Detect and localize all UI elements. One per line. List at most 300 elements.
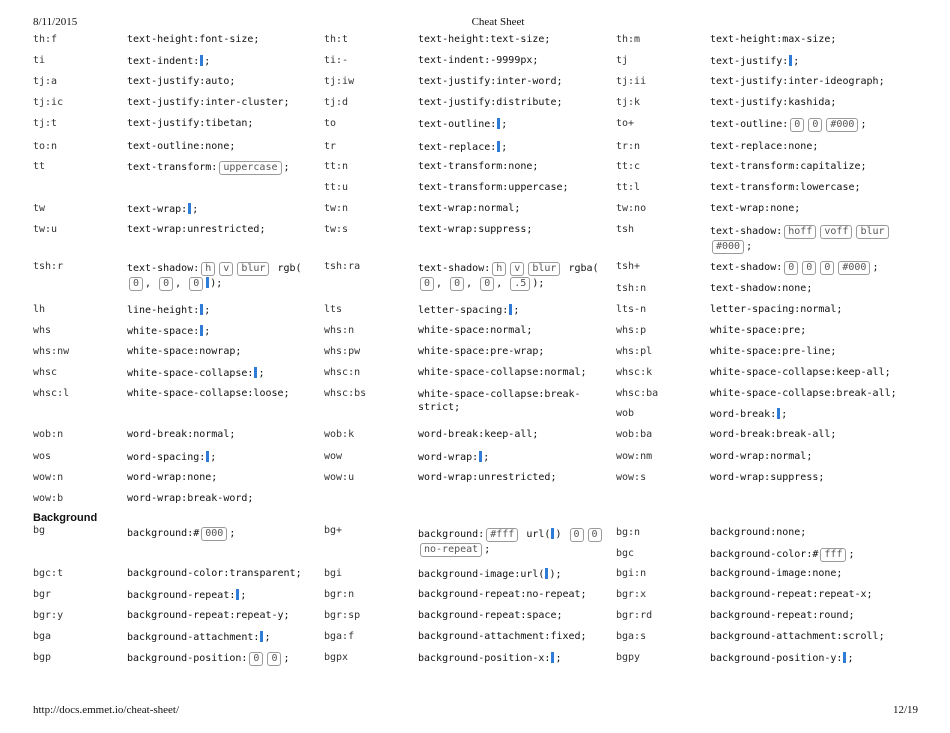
expansion: letter-spacing:normal; <box>710 304 843 315</box>
source-url: http://docs.emmet.io/cheat-sheet/ <box>33 704 180 716</box>
abbreviation: to+ <box>616 118 635 129</box>
expansion <box>710 261 878 275</box>
expansion-text: rgba( <box>568 263 599 274</box>
expansion: background-repeat:repeat-x; <box>710 589 873 600</box>
tabstop-placeholder: blur <box>528 262 560 276</box>
abbreviation: to:n <box>33 141 58 152</box>
abbreviation: to <box>324 118 337 129</box>
expansion-suffix: ; <box>848 549 855 560</box>
abbreviation: wos <box>33 451 52 462</box>
cursor-caret <box>206 451 209 462</box>
expansion-suffix: ; <box>501 119 508 130</box>
abbreviation: bgi:n <box>616 568 647 579</box>
expansion: white-space-collapse:normal; <box>418 367 587 378</box>
expansion-text: background-repeat: <box>127 590 236 601</box>
expansion-suffix: ; <box>204 326 211 337</box>
expansion: text-shadow:none; <box>710 283 813 294</box>
table-row <box>33 548 913 568</box>
expansion-text: white-space: <box>127 326 200 337</box>
expansion-text: word-break: <box>710 409 777 420</box>
expansion-text: background: <box>418 529 485 540</box>
table-row <box>33 493 913 511</box>
abbreviation: tj:ii <box>616 76 647 87</box>
tabstop-placeholder: voff <box>820 225 852 239</box>
abbreviation: bgr:y <box>33 610 64 621</box>
expansion-suffix: ; <box>872 262 879 273</box>
abbreviation: tw <box>33 203 46 214</box>
expansion: word-wrap:suppress; <box>710 472 825 483</box>
expansion-suffix: ; <box>484 544 491 555</box>
expansion: white-space:pre; <box>710 325 807 336</box>
expansion: text-outline:none; <box>127 141 236 152</box>
table-row <box>33 304 913 325</box>
expansion: text-justify:distribute; <box>418 97 563 108</box>
expansion-suffix: ; <box>847 653 854 664</box>
expansion-suffix: ; <box>793 56 800 67</box>
abbreviation: bgpy <box>616 652 641 663</box>
tabstop-placeholder: 0 <box>808 118 822 132</box>
expansion: background-repeat:no-repeat; <box>418 589 587 600</box>
expansion-suffix: ); <box>210 278 223 289</box>
table-row <box>33 388 913 413</box>
table-row <box>33 118 913 141</box>
table-row <box>33 631 913 652</box>
expansion <box>418 451 489 464</box>
abbreviation: bga:f <box>324 631 355 642</box>
table-row <box>33 283 913 304</box>
tabstop-placeholder: #000 <box>712 240 744 254</box>
expansion: background:none; <box>710 527 807 538</box>
expansion <box>710 408 787 421</box>
expansion-text: word-spacing: <box>127 452 206 463</box>
expansion: text-transform:uppercase; <box>418 182 569 193</box>
expansion: white-space:pre-line; <box>710 346 837 357</box>
expansion: white-space:nowrap; <box>127 346 242 357</box>
expansion: text-wrap:suppress; <box>418 224 533 235</box>
expansion: background-repeat:space; <box>418 610 563 621</box>
tabstop-placeholder: uppercase <box>219 161 281 175</box>
table-row <box>33 568 913 589</box>
abbreviation: tj <box>616 55 629 66</box>
expansion <box>710 548 854 562</box>
expansion: text-justify:tibetan; <box>127 118 254 129</box>
expansion: white-space:pre-wrap; <box>418 346 545 357</box>
expansion-text: text-indent: <box>127 56 200 67</box>
abbreviation: bgr:sp <box>324 610 361 621</box>
tabstop-placeholder: blur <box>856 225 888 239</box>
tabstop-placeholder: 000 <box>201 527 227 541</box>
expansion-suffix: ; <box>210 452 217 463</box>
expansion-text: rgb( <box>277 263 302 274</box>
print-date: 8/11/2015 <box>33 16 78 28</box>
abbreviation: wob:n <box>33 429 64 440</box>
tabstop-placeholder: h <box>201 262 215 276</box>
abbreviation: wob:ba <box>616 429 653 440</box>
expansion: background-repeat:repeat-y; <box>127 610 290 621</box>
expansion-suffix: ; <box>781 409 788 420</box>
expansion-text: background-image:url( <box>418 569 545 580</box>
abbreviation: bgr:rd <box>616 610 653 621</box>
tabstop-placeholder: 0 <box>267 652 281 666</box>
abbreviation: whs:pw <box>324 346 361 357</box>
abbreviation: tj:ic <box>33 97 64 108</box>
table-row <box>33 451 913 472</box>
section-heading: Background <box>33 512 98 524</box>
expansion-text: text-shadow: <box>710 262 783 273</box>
abbreviation: whsc:l <box>33 388 70 399</box>
abbreviation: bgc <box>616 548 635 559</box>
tabstop-placeholder: 0 <box>588 528 602 542</box>
expansion-suffix: ; <box>204 56 211 67</box>
page-number: 12/19 <box>892 704 918 716</box>
abbreviation: whs:n <box>324 325 355 336</box>
expansion: text-justify:inter-ideograph; <box>710 76 885 87</box>
tabstop-placeholder: 0 <box>570 528 584 542</box>
abbreviation: tsh:r <box>33 261 64 272</box>
cursor-caret <box>789 55 792 66</box>
expansion-suffix: ); <box>532 278 545 289</box>
expansion: text-wrap:normal; <box>418 203 521 214</box>
expansion-suffix: ; <box>746 241 753 252</box>
table-row <box>33 346 913 367</box>
abbreviation: tw:s <box>324 224 349 235</box>
expansion <box>710 224 891 254</box>
expansion <box>418 118 507 131</box>
table-row <box>33 408 913 429</box>
abbreviation: th:t <box>324 34 349 45</box>
abbreviation: bgr:x <box>616 589 647 600</box>
tabstop-placeholder: #000 <box>838 261 870 275</box>
expansion <box>127 652 290 666</box>
expansion <box>127 527 235 541</box>
expansion: text-justify:inter-word; <box>418 76 563 87</box>
expansion-suffix: ; <box>283 162 290 173</box>
abbreviation: wow:n <box>33 472 64 483</box>
table-row <box>33 589 913 610</box>
separator: , <box>496 278 503 289</box>
abbreviation: tw:u <box>33 224 58 235</box>
abbreviation: whsc:bs <box>324 388 367 399</box>
tabstop-placeholder: h <box>492 262 506 276</box>
cursor-caret <box>777 408 780 419</box>
expansion: text-justify:kashida; <box>710 97 837 108</box>
expansion <box>127 451 216 464</box>
abbreviation: bg:n <box>616 527 641 538</box>
expansion: text-wrap:none; <box>710 203 801 214</box>
abbreviation: wob:k <box>324 429 355 440</box>
abbreviation: wow <box>324 451 343 462</box>
expansion-text: letter-spacing: <box>418 305 509 316</box>
expansion-suffix: ; <box>192 204 199 215</box>
expansion-suffix: ; <box>555 653 562 664</box>
table-row <box>33 429 913 451</box>
abbreviation: whs:nw <box>33 346 70 357</box>
cursor-caret <box>497 118 500 129</box>
expansion: text-transform:capitalize; <box>710 161 867 172</box>
cursor-caret <box>200 325 203 336</box>
abbreviation: tr <box>324 141 337 152</box>
abbreviation: bgr <box>33 589 52 600</box>
expansion <box>418 304 519 317</box>
expansion: white-space:normal; <box>418 325 533 336</box>
expansion: text-indent:-9999px; <box>418 55 539 66</box>
expansion: word-wrap:normal; <box>710 451 813 462</box>
expansion-suffix: ; <box>501 142 508 153</box>
expansion-suffix: ; <box>258 368 265 379</box>
abbreviation: tw:n <box>324 203 349 214</box>
cursor-caret <box>551 652 554 663</box>
tabstop-placeholder: 0 <box>480 277 494 291</box>
expansion-text: word-wrap: <box>418 452 479 463</box>
cursor-caret <box>188 203 191 214</box>
cheat-sheet-table <box>33 34 913 673</box>
expansion: text-wrap:unrestricted; <box>127 224 266 235</box>
expansion-text: background-position-x: <box>418 653 551 664</box>
abbreviation: tj:t <box>33 118 58 129</box>
expansion-suffix: ; <box>483 452 490 463</box>
separator: , <box>175 278 182 289</box>
expansion-text: text-shadow: <box>127 263 200 274</box>
abbreviation: wow:s <box>616 472 647 483</box>
table-row <box>33 141 913 161</box>
expansion: text-justify:inter-cluster; <box>127 97 290 108</box>
tabstop-placeholder: 0 <box>802 261 816 275</box>
expansion <box>127 325 210 338</box>
abbreviation: whs:p <box>616 325 647 336</box>
abbreviation: whsc <box>33 367 58 378</box>
tabstop-placeholder: 0 <box>790 118 804 132</box>
page-title: Cheat Sheet <box>471 16 525 28</box>
abbreviation: tw:no <box>616 203 647 214</box>
tabstop-placeholder: #000 <box>826 118 858 132</box>
tabstop-placeholder: 0 <box>820 261 834 275</box>
table-row <box>33 610 913 631</box>
abbreviation: lts-n <box>616 304 647 315</box>
cursor-caret <box>497 141 500 152</box>
abbreviation: wow:b <box>33 493 64 504</box>
abbreviation: th:f <box>33 34 58 45</box>
table-row <box>33 367 913 388</box>
expansion <box>127 55 210 68</box>
abbreviation: tsh:ra <box>324 261 361 272</box>
tabstop-placeholder: v <box>510 262 524 276</box>
expansion-suffix: ; <box>283 653 290 664</box>
tabstop-placeholder: no-repeat <box>420 543 482 557</box>
expansion: text-height:text-size; <box>418 34 551 45</box>
abbreviation: tt:n <box>324 161 349 172</box>
tabstop-placeholder: 0 <box>129 277 143 291</box>
separator: , <box>145 278 152 289</box>
tabstop-placeholder: 0 <box>159 277 173 291</box>
expansion-text: text-transform: <box>127 162 218 173</box>
table-row <box>33 97 913 118</box>
abbreviation: tt:l <box>616 182 641 193</box>
table-row <box>33 472 913 493</box>
expansion: word-wrap:none; <box>127 472 218 483</box>
abbreviation: bga:s <box>616 631 647 642</box>
abbreviation: whsc:k <box>616 367 653 378</box>
expansion: text-replace:none; <box>710 141 819 152</box>
expansion-text: text-outline: <box>418 119 497 130</box>
table-row <box>33 76 913 97</box>
expansion <box>418 652 561 665</box>
table-row <box>33 325 913 346</box>
abbreviation: lh <box>33 304 46 315</box>
expansion <box>127 161 290 175</box>
expansion-text: text-replace: <box>418 142 497 153</box>
abbreviation: bg+ <box>324 525 343 536</box>
expansion <box>710 118 866 132</box>
tabstop-placeholder: 0 <box>249 652 263 666</box>
expansion-text: text-shadow: <box>418 263 491 274</box>
tabstop-placeholder: blur <box>237 262 269 276</box>
expansion: background-attachment:fixed; <box>418 631 587 642</box>
expansion: background-repeat:round; <box>710 610 855 621</box>
cursor-caret <box>254 367 257 378</box>
abbreviation: tj:d <box>324 97 349 108</box>
expansion: white-space-collapse:break-all; <box>710 388 897 399</box>
expansion: text-height:font-size; <box>127 34 260 45</box>
expansion-text: white-space-collapse: <box>127 368 254 379</box>
expansion <box>418 141 507 154</box>
tabstop-placeholder: hoff <box>784 225 816 239</box>
expansion: text-transform:lowercase; <box>710 182 861 193</box>
abbreviation: tsh:n <box>616 283 647 294</box>
abbreviation: tt:u <box>324 182 349 193</box>
cursor-caret <box>509 304 512 315</box>
expansion-text: background-position: <box>127 653 248 664</box>
abbreviation: bga <box>33 631 52 642</box>
tabstop-placeholder: #fff <box>486 528 518 542</box>
abbreviation: tt:c <box>616 161 641 172</box>
expansion: text-justify:auto; <box>127 76 236 87</box>
abbreviation: bgpx <box>324 652 349 663</box>
expansion-suffix: ; <box>264 632 271 643</box>
abbreviation: bgr:n <box>324 589 355 600</box>
expansion-text: background:# <box>127 528 200 539</box>
expansion <box>710 652 853 665</box>
separator: , <box>436 278 443 289</box>
expansion <box>418 568 561 581</box>
expansion <box>127 589 246 602</box>
expansion <box>710 55 799 68</box>
expansion <box>127 304 210 317</box>
abbreviation: tt <box>33 161 46 172</box>
table-row <box>33 224 913 261</box>
table-row <box>33 161 913 182</box>
expansion: text-height:max-size; <box>710 34 837 45</box>
cursor-caret <box>545 568 548 579</box>
expansion-text: background-position-y: <box>710 653 843 664</box>
expansion-suffix: ; <box>240 590 247 601</box>
expansion <box>127 203 198 216</box>
abbreviation: whs:pl <box>616 346 653 357</box>
abbreviation: whs <box>33 325 52 336</box>
tabstop-placeholder: v <box>219 262 233 276</box>
expansion-text: background-color:# <box>710 549 819 560</box>
table-row <box>33 55 913 76</box>
abbreviation: bgp <box>33 652 52 663</box>
tabstop-placeholder: 0 <box>189 277 203 291</box>
abbreviation: ti:- <box>324 55 349 66</box>
table-row <box>33 34 913 55</box>
cursor-caret <box>200 55 203 66</box>
cursor-caret <box>479 451 482 462</box>
expansion: text-transform:none; <box>418 161 539 172</box>
expansion-suffix: ; <box>860 119 867 130</box>
expansion: white-space-collapse:loose; <box>127 388 290 399</box>
expansion: background-attachment:scroll; <box>710 631 885 642</box>
expansion: word-break:break-all; <box>710 429 837 440</box>
tabstop-placeholder: fff <box>820 548 846 562</box>
table-row <box>33 203 913 224</box>
table-row <box>33 182 913 203</box>
expansion-text: url( <box>526 529 551 540</box>
abbreviation: whsc:n <box>324 367 361 378</box>
expansion: word-wrap:unrestricted; <box>418 472 557 483</box>
expansion-text: text-justify: <box>710 56 789 67</box>
cursor-caret <box>200 304 203 315</box>
abbreviation: wow:u <box>324 472 355 483</box>
abbreviation: tsh <box>616 224 635 235</box>
expansion: word-break:normal; <box>127 429 236 440</box>
expansion-suffix: ); <box>549 569 562 580</box>
abbreviation: tj:iw <box>324 76 355 87</box>
cursor-caret <box>551 528 554 539</box>
abbreviation: tr:n <box>616 141 641 152</box>
cursor-caret <box>260 631 263 642</box>
expansion: word-break:keep-all; <box>418 429 539 440</box>
expansion: background-image:none; <box>710 568 843 579</box>
abbreviation: bgc:t <box>33 568 64 579</box>
expansion-suffix: ; <box>513 305 520 316</box>
abbreviation: tj:a <box>33 76 58 87</box>
abbreviation: tj:k <box>616 97 641 108</box>
cursor-caret <box>236 589 239 600</box>
cursor-caret <box>843 652 846 663</box>
expansion-text: text-outline: <box>710 119 789 130</box>
table-row <box>33 652 913 673</box>
expansion: word-wrap:break-word; <box>127 493 254 504</box>
abbreviation: th:m <box>616 34 641 45</box>
tabstop-placeholder: 0 <box>420 277 434 291</box>
expansion-text: background-attachment: <box>127 632 260 643</box>
expansion-text: text-wrap: <box>127 204 188 215</box>
tabstop-placeholder: 0 <box>450 277 464 291</box>
abbreviation: ti <box>33 55 46 66</box>
abbreviation: wob <box>616 408 635 419</box>
abbreviation: tsh+ <box>616 261 641 272</box>
expansion <box>127 367 264 380</box>
expansion-text: strict; <box>418 402 461 413</box>
expansion: white-space-collapse:keep-all; <box>710 367 891 378</box>
expansion-text: line-height: <box>127 305 200 316</box>
expansion <box>127 631 270 644</box>
expansion-text: ) <box>555 529 562 540</box>
abbreviation: bg <box>33 525 46 536</box>
expansion-suffix: ; <box>204 305 211 316</box>
expansion: background-color:transparent; <box>127 568 302 579</box>
separator: , <box>466 278 473 289</box>
tabstop-placeholder: 0 <box>784 261 798 275</box>
expansion-suffix: ; <box>229 528 236 539</box>
expansion-text: text-shadow: <box>710 226 783 237</box>
expansion-text: white-space-collapse:break- <box>418 389 581 400</box>
tabstop-placeholder: .5 <box>510 277 530 291</box>
abbreviation: bgi <box>324 568 343 579</box>
abbreviation: lts <box>324 304 343 315</box>
abbreviation: wow:nm <box>616 451 653 462</box>
